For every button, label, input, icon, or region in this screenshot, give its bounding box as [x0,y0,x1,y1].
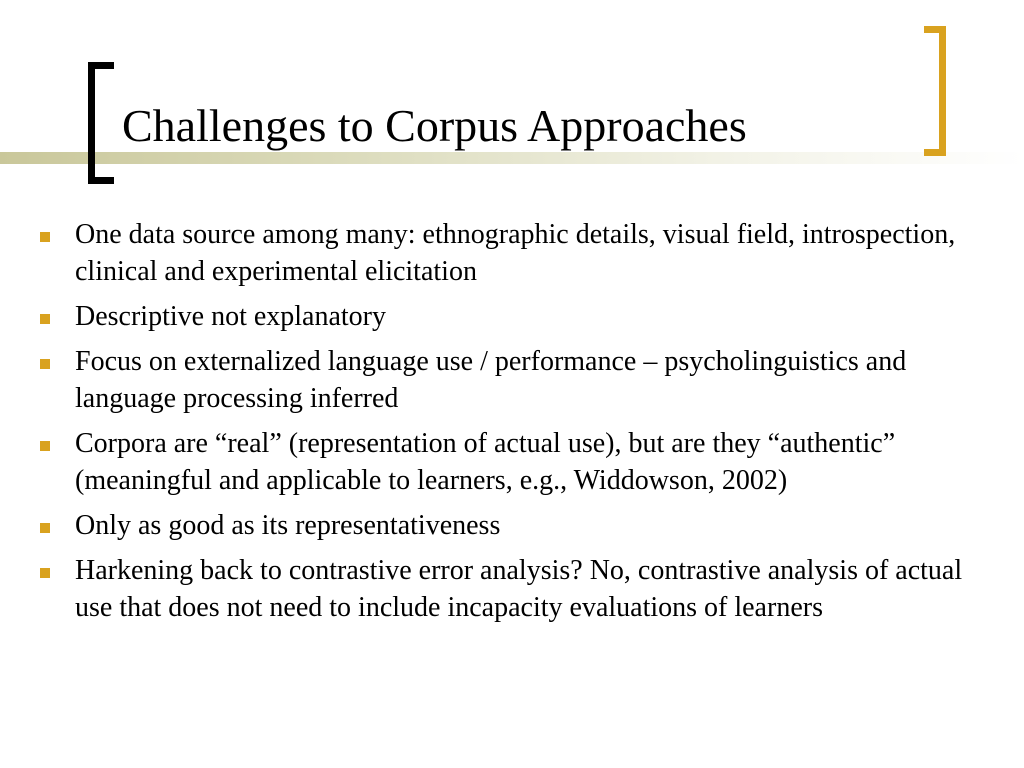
slide-title: Challenges to Corpus Approaches [122,100,747,151]
left-bracket-decoration [88,62,114,184]
bullet-text: Only as good as its representativeness [75,510,501,541]
right-bracket-decoration [924,26,946,156]
square-bullet-icon [40,568,50,578]
bullet-text: Descriptive not explanatory [75,301,387,332]
bullet-text: One data source among many: ethnographic details, visual field, introspection, clinical and experimental elicitation [75,219,956,287]
bullet-item [36,343,996,417]
square-bullet-icon [40,314,50,324]
square-bullet-icon [40,441,50,451]
bullet-text: Focus on externalized language use / performance – psycholinguistics and language processing inferred [75,346,907,414]
bullet-item [36,298,996,335]
square-bullet-icon [40,232,50,242]
bullet-item [36,507,996,544]
bullet-item [36,552,996,626]
square-bullet-icon [40,359,50,369]
bullet-list [36,216,996,634]
square-bullet-icon [40,523,50,533]
bullet-text: Harkening back to contrastive error analysis? No, contrastive analysis of actual use that does not need to include incapacity evaluations of learners [75,555,963,623]
bullet-item [36,425,996,499]
bullet-text: Corpora are “real” (representation of actual use), but are they “authentic” (meaningful and applicable to learners, e.g., Widdowson, 2002) [75,428,896,496]
bullet-item [36,216,996,290]
